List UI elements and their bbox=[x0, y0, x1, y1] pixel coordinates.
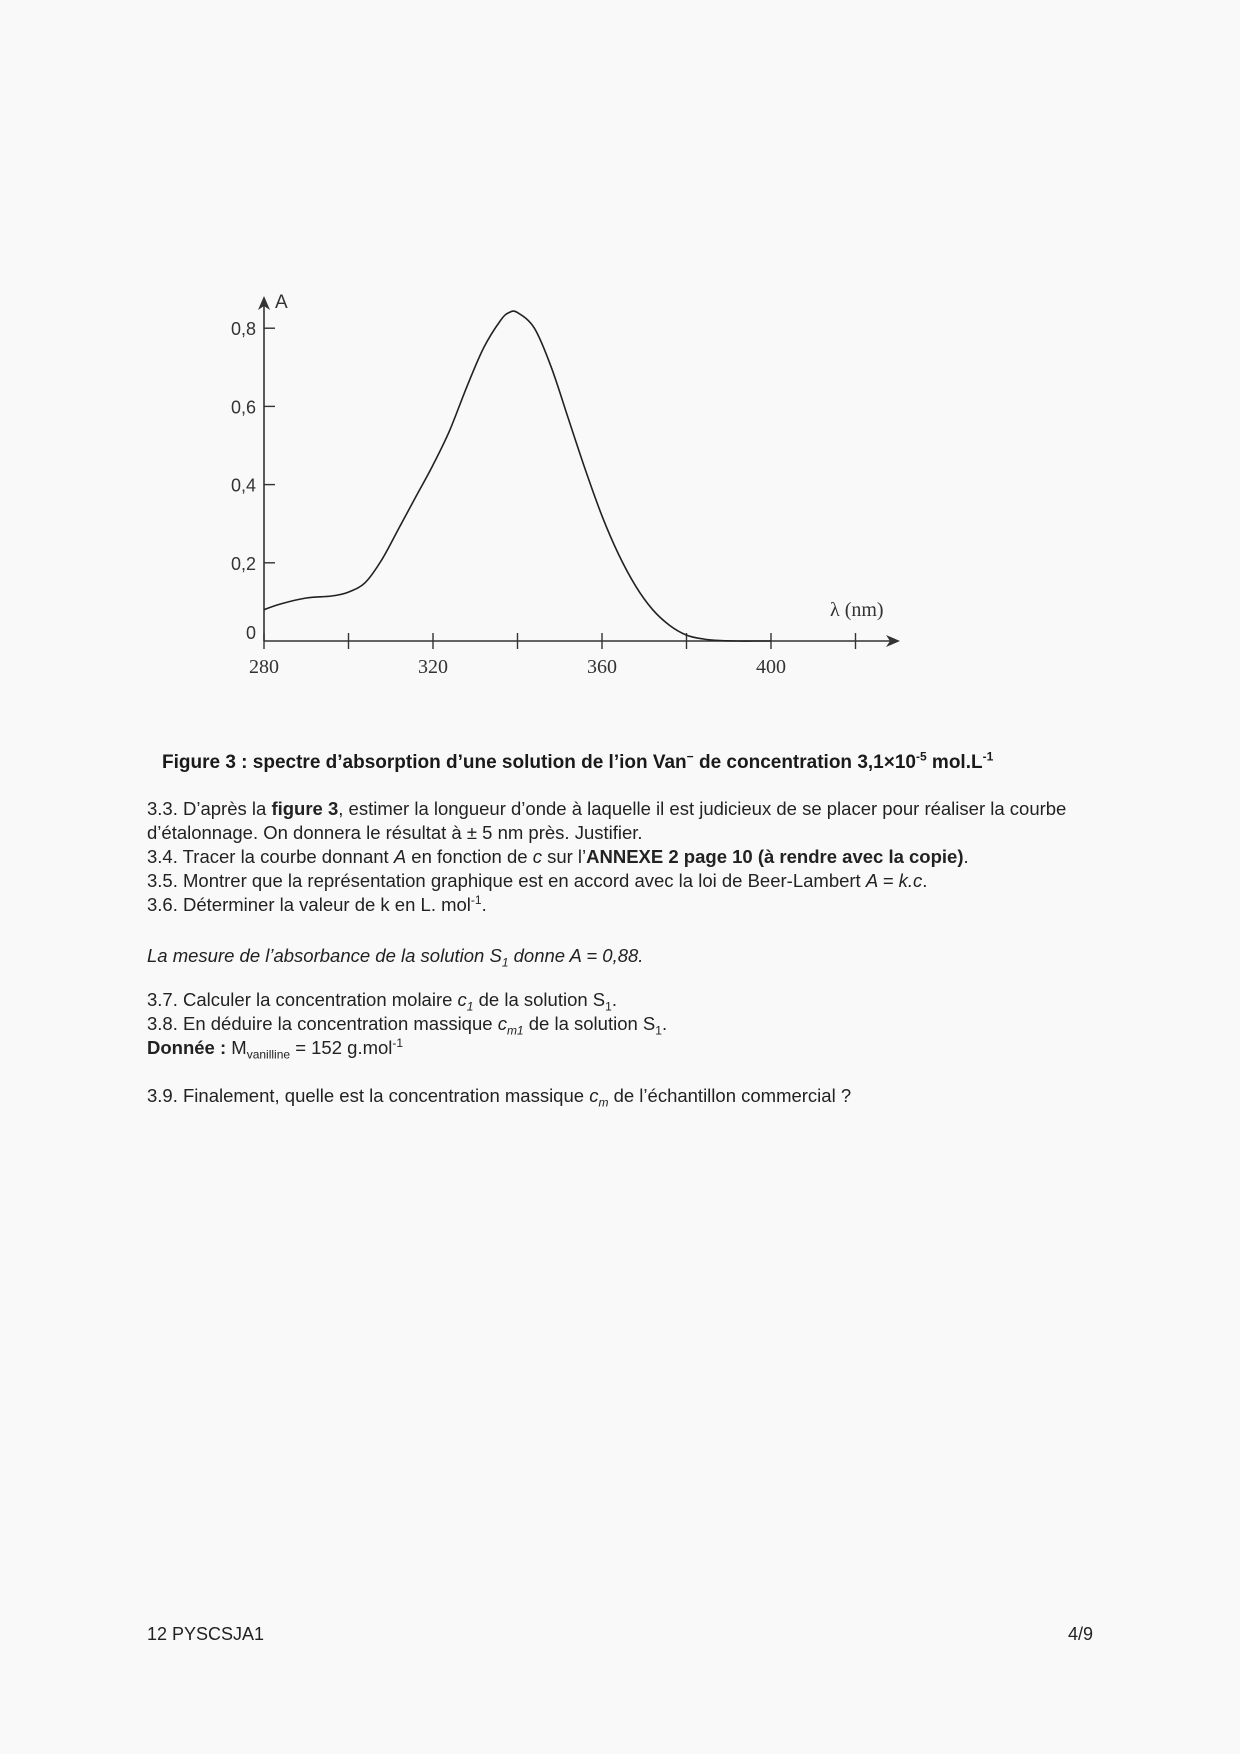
donnee-line: Donnée : $M_{vanilline} = 152$ g.mol$^{-1}$ bbox=[147, 1035, 404, 1062]
x-tick-label-320: 320 bbox=[418, 656, 448, 678]
questions-block-2 bbox=[147, 988, 1107, 1060]
x-tick-label-280: 280 bbox=[249, 656, 279, 678]
y-tick-label-0-6: 0,6 bbox=[230, 397, 256, 418]
x-axis-label: λ (nm) bbox=[830, 599, 884, 621]
question-3-4: 3.4. Tracer la courbe donnant A en fonction de c sur l’ANNEXE 2 page 10 (à rendre avec la copie). bbox=[147, 846, 969, 867]
footer-code: 12 PYSCSJA1 bbox=[147, 1624, 265, 1644]
question-3-8: 3.8. En déduire la concentration massique $c_{m1}$ de la solution $S_1$. bbox=[147, 1013, 668, 1038]
question-3-3: 3.3. D’après la figure 3, estimer la longueur d’onde à laquelle il est judicieux de se placer pour réaliser la courbe d’étalonnage. On donnera le résultat à ± 5 nm près. Justifier. bbox=[147, 798, 1067, 843]
y-tick-label-0-2: 0,2 bbox=[230, 553, 256, 574]
chart-axes bbox=[258, 292, 900, 647]
x-ticks bbox=[249, 633, 856, 678]
question-3-5: 3.5. Montrer que la représentation graphique est en accord avec la loi de Beer-Lambert A = k.c. bbox=[147, 870, 928, 891]
question-3-9: 3.9. Finalement, quelle est la concentration massique $c_m$ de l’échantillon commercial ? bbox=[147, 1085, 852, 1110]
y-tick-label-0: 0 bbox=[245, 623, 256, 643]
y-ticks bbox=[231, 319, 275, 643]
y-tick-label-0-8: 0,8 bbox=[230, 319, 256, 340]
question-3-6: 3.6. Déterminer la valeur de k en L. mol$^{-1}$. bbox=[147, 892, 487, 915]
measurement-statement: La mesure de l’absorbance de la solution $S_1$ donne A = 0,88. bbox=[147, 945, 644, 970]
y-axis-label: A bbox=[275, 292, 288, 313]
absorption-spectrum-chart bbox=[0, 0, 1240, 720]
questions-block-3 bbox=[147, 1084, 1107, 1108]
x-tick-label-360: 360 bbox=[587, 656, 617, 678]
figure-caption: Figure 3 : spectre d’absorption d’une solution de l’ion Van− de concentration $3,1\times 10^{-5}$ $mol.L^{-1}$ bbox=[162, 749, 994, 773]
x-tick-label-400: 400 bbox=[756, 656, 786, 678]
page-number: 4/9 bbox=[1068, 1624, 1094, 1644]
question-3-7: 3.7. Calculer la concentration molaire $c_1$ de la solution $S_1$. bbox=[147, 989, 617, 1014]
absorption-curve bbox=[264, 311, 771, 641]
y-tick-label-0-4: 0,4 bbox=[230, 475, 256, 496]
questions-block-1 bbox=[147, 797, 1107, 917]
